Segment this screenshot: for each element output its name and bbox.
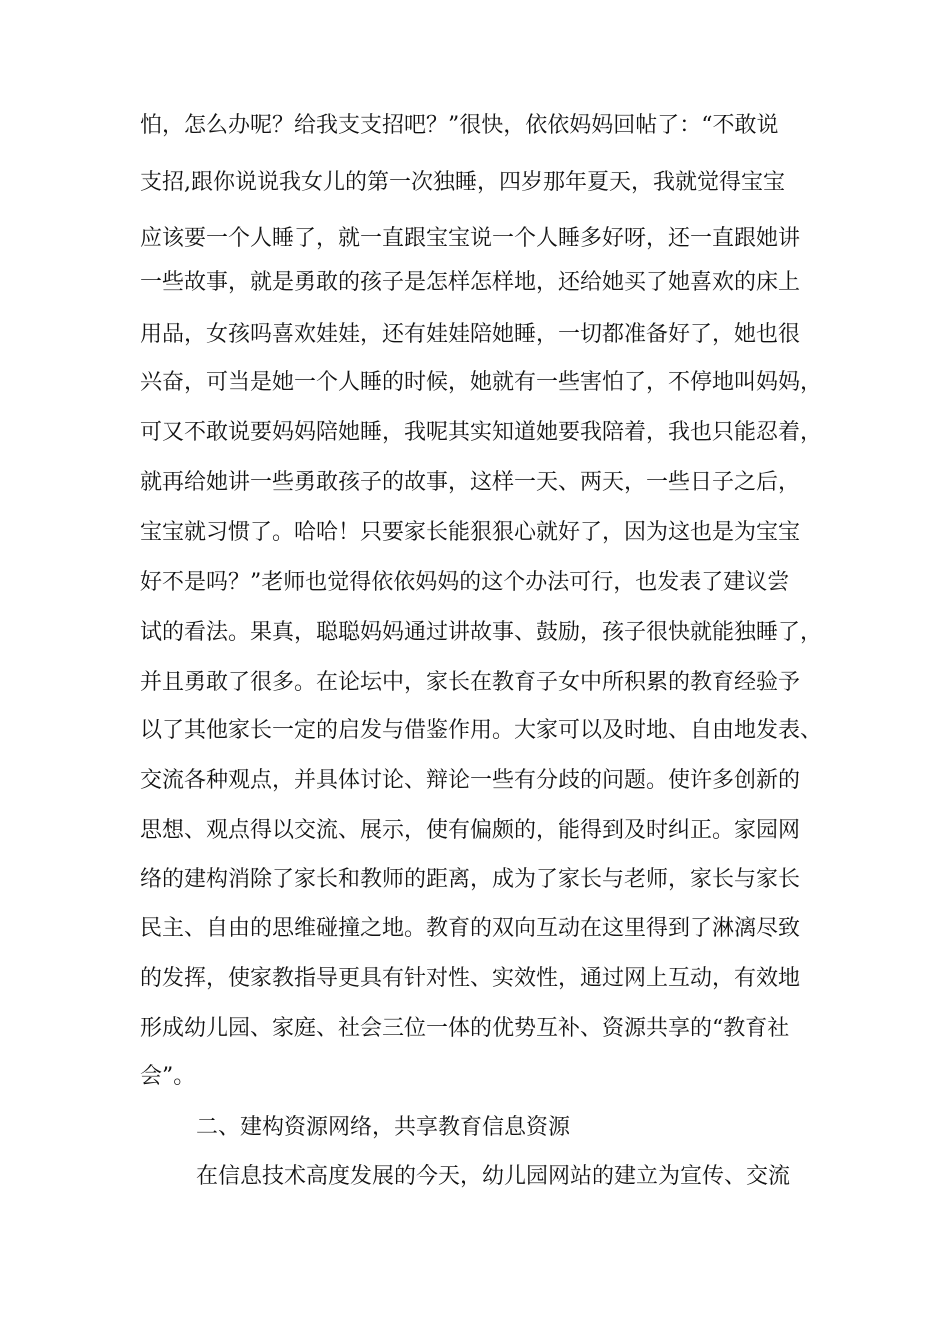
body-text-line: 思想、观点得以交流、展示，使有偏颇的，能得到及时纠正。家园网 <box>140 818 801 843</box>
body-text-line: 在信息技术高度发展的今天，幼儿园网站的建立为宣传、交流 <box>196 1164 791 1189</box>
body-text-line: 用品，女孩吗喜欢娃娃，还有娃娃陪她睡，一切都准备好了，她也很 <box>140 322 801 347</box>
body-text-line: 形成幼儿园、家庭、社会三位一体的优势互补、资源共享的“教育社 <box>140 1016 790 1041</box>
body-text-line: 可又不敢说要妈妈陪她睡，我呢其实知道她要我陪着，我也只能忍着， <box>140 420 823 445</box>
body-text-line: 会”。 <box>140 1064 196 1089</box>
body-text-line: 民主、自由的思维碰撞之地。教育的双向互动在这里得到了淋漓尽致 <box>140 916 801 941</box>
body-text-line: 应该要一个人睡了，就一直跟宝宝说一个人睡多好呀，还一直跟她讲 <box>140 226 801 251</box>
body-text-line: 并且勇敢了很多。在论坛中，家长在教育子女中所积累的教育经验予 <box>140 670 801 695</box>
body-text-line: 一些故事，就是勇敢的孩子是怎样怎样地，还给她买了她喜欢的床上 <box>140 270 801 295</box>
body-text-line: 以了其他家长一定的启发与借鉴作用。大家可以及时地、自由地发表、 <box>140 718 823 743</box>
body-text-line: 兴奋，可当是她一个人睡的时候，她就有一些害怕了，不停地叫妈妈， <box>140 370 823 395</box>
body-text-line: 支招,跟你说说我女儿的第一次独睡，四岁那年夏天，我就觉得宝宝 <box>140 170 785 195</box>
body-text-line: 好不是吗？”老师也觉得依依妈妈的这个办法可行，也发表了建议尝 <box>140 570 790 595</box>
body-text-line: 试的看法。果真，聪聪妈妈通过讲故事、鼓励，孩子很快就能独睡了， <box>140 620 823 645</box>
body-text-line: 怕，怎么办呢？给我支支招吧？”很快，依依妈妈回帖了：“不敢说 <box>140 113 779 138</box>
body-text-line: 络的建构消除了家长和教师的距离，成为了家长与老师，家长与家长 <box>140 867 801 892</box>
body-text-line: 的发挥，使家教指导更具有针对性、实效性，通过网上互动，有效地 <box>140 966 801 991</box>
body-text-line: 就再给她讲一些勇敢孩子的故事，这样一天、两天，一些日子之后， <box>140 470 801 495</box>
body-text-line: 宝宝就习惯了。哈哈！只要家长能狠狠心就好了，因为这也是为宝宝 <box>140 520 801 545</box>
body-text-line: 交流各种观点，并具体讨论、辩论一些有分歧的问题。使许多创新的 <box>140 768 801 793</box>
section-heading: 二、建构资源网络，共享教育信息资源 <box>196 1115 571 1140</box>
